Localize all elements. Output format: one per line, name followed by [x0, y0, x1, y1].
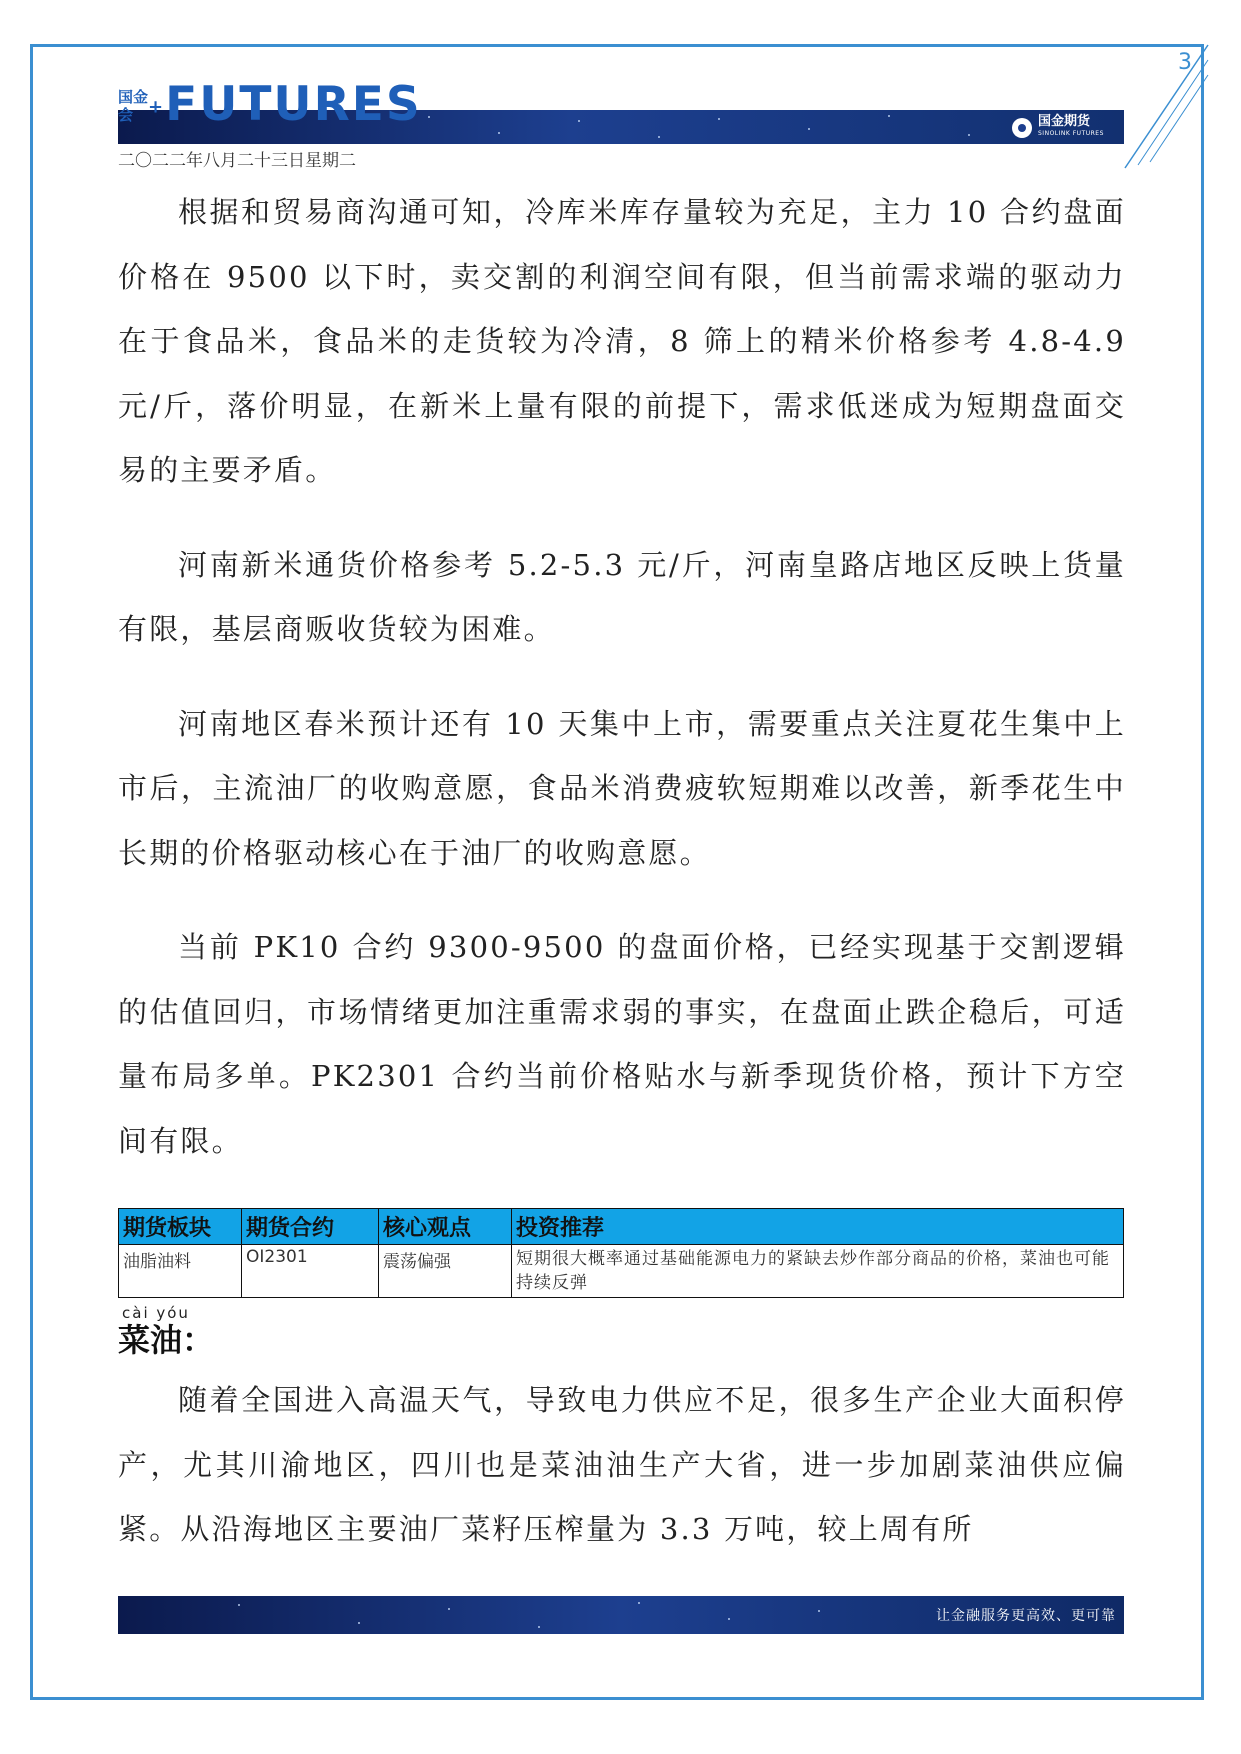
footer-slogan: 让金融服务更高效、更可靠 — [936, 1608, 1116, 1624]
brand-name-en: SINOLINK FUTURES — [1038, 130, 1104, 137]
paragraph: 当前 PK10 合约 9300-9500 的盘面价格，已经实现基于交割逻辑的估值回归，市场情绪更加注重需求弱的事实，在盘面止跌企稳后，可适量布局多单。PK2301 合约当前价格贴水与新季现货价格，预计下方空间有限。 — [118, 930, 1126, 1158]
section-body — [118, 1368, 1126, 1562]
cell-contract: OI2301 — [242, 1245, 379, 1298]
column-header: 投资推荐 — [512, 1209, 1124, 1245]
page-number: 3 — [1178, 50, 1192, 75]
paragraph: 随着全国进入高温天气，导致电力供应不足，很多生产企业大面积停产，尤其川渝地区，四川也是菜油油生产大省，进一步加剧菜油供应偏紧。从沿海地区主要油厂菜籽压榨量为 3.3 万吨，较上周有所 — [118, 1383, 1126, 1546]
cell-view: 震荡偏强 — [379, 1245, 512, 1298]
table-row — [119, 1245, 1124, 1298]
logo-cn: 国金会 — [118, 88, 149, 124]
cell-sector: 油脂油料 — [119, 1245, 242, 1298]
column-header: 期货合约 — [242, 1209, 379, 1245]
section-title-text: 菜油： — [118, 1321, 215, 1359]
brand-name-cn: 国金期货 — [1038, 114, 1091, 129]
recommendation-table — [118, 1208, 1124, 1298]
brand-logo — [1012, 114, 1104, 142]
main-body — [118, 180, 1126, 1173]
column-header: 核心观点 — [379, 1209, 512, 1245]
paragraph: 根据和贸易商沟通可知，冷库米库存量较为充足，主力 10 合约盘面价格在 9500 以下时，卖交割的利润空间有限，但当前需求端的驱动力在于食品米，食品米的走货较为冷清，8 筛上的精米价格参考 4.8-4.9 元/斤，落价明显，在新米上量有限的前提下，需求低迷成为短期盘面交易的主要矛盾。 — [118, 195, 1126, 487]
section-title-pinyin: cài yóu — [122, 1304, 190, 1322]
logo-futures: +FUTURES — [148, 77, 422, 132]
column-header: 期货板块 — [119, 1209, 242, 1245]
section-title — [118, 1304, 214, 1358]
corner-decoration — [1120, 40, 1210, 170]
paragraph: 河南新米通货价格参考 5.2-5.3 元/斤，河南皇路店地区反映上货量有限，基层商贩收货较为困难。 — [118, 547, 1126, 646]
cell-recommendation: 短期很大概率通过基础能源电力的紧缺去炒作部分商品的价格，菜油也可能持续反弹 — [512, 1245, 1124, 1298]
report-date: 二〇二二年八月二十三日星期二 — [118, 151, 356, 171]
table-header-row — [119, 1209, 1124, 1245]
brand-mark-icon — [1012, 118, 1032, 138]
paragraph: 河南地区春米预计还有 10 天集中上市，需要重点关注夏花生集中上市后，主流油厂的收购意愿，食品米消费疲软短期难以改善，新季花生中长期的价格驱动核心在于油厂的收购意愿。 — [118, 706, 1126, 870]
footer-banner — [118, 1596, 1124, 1634]
